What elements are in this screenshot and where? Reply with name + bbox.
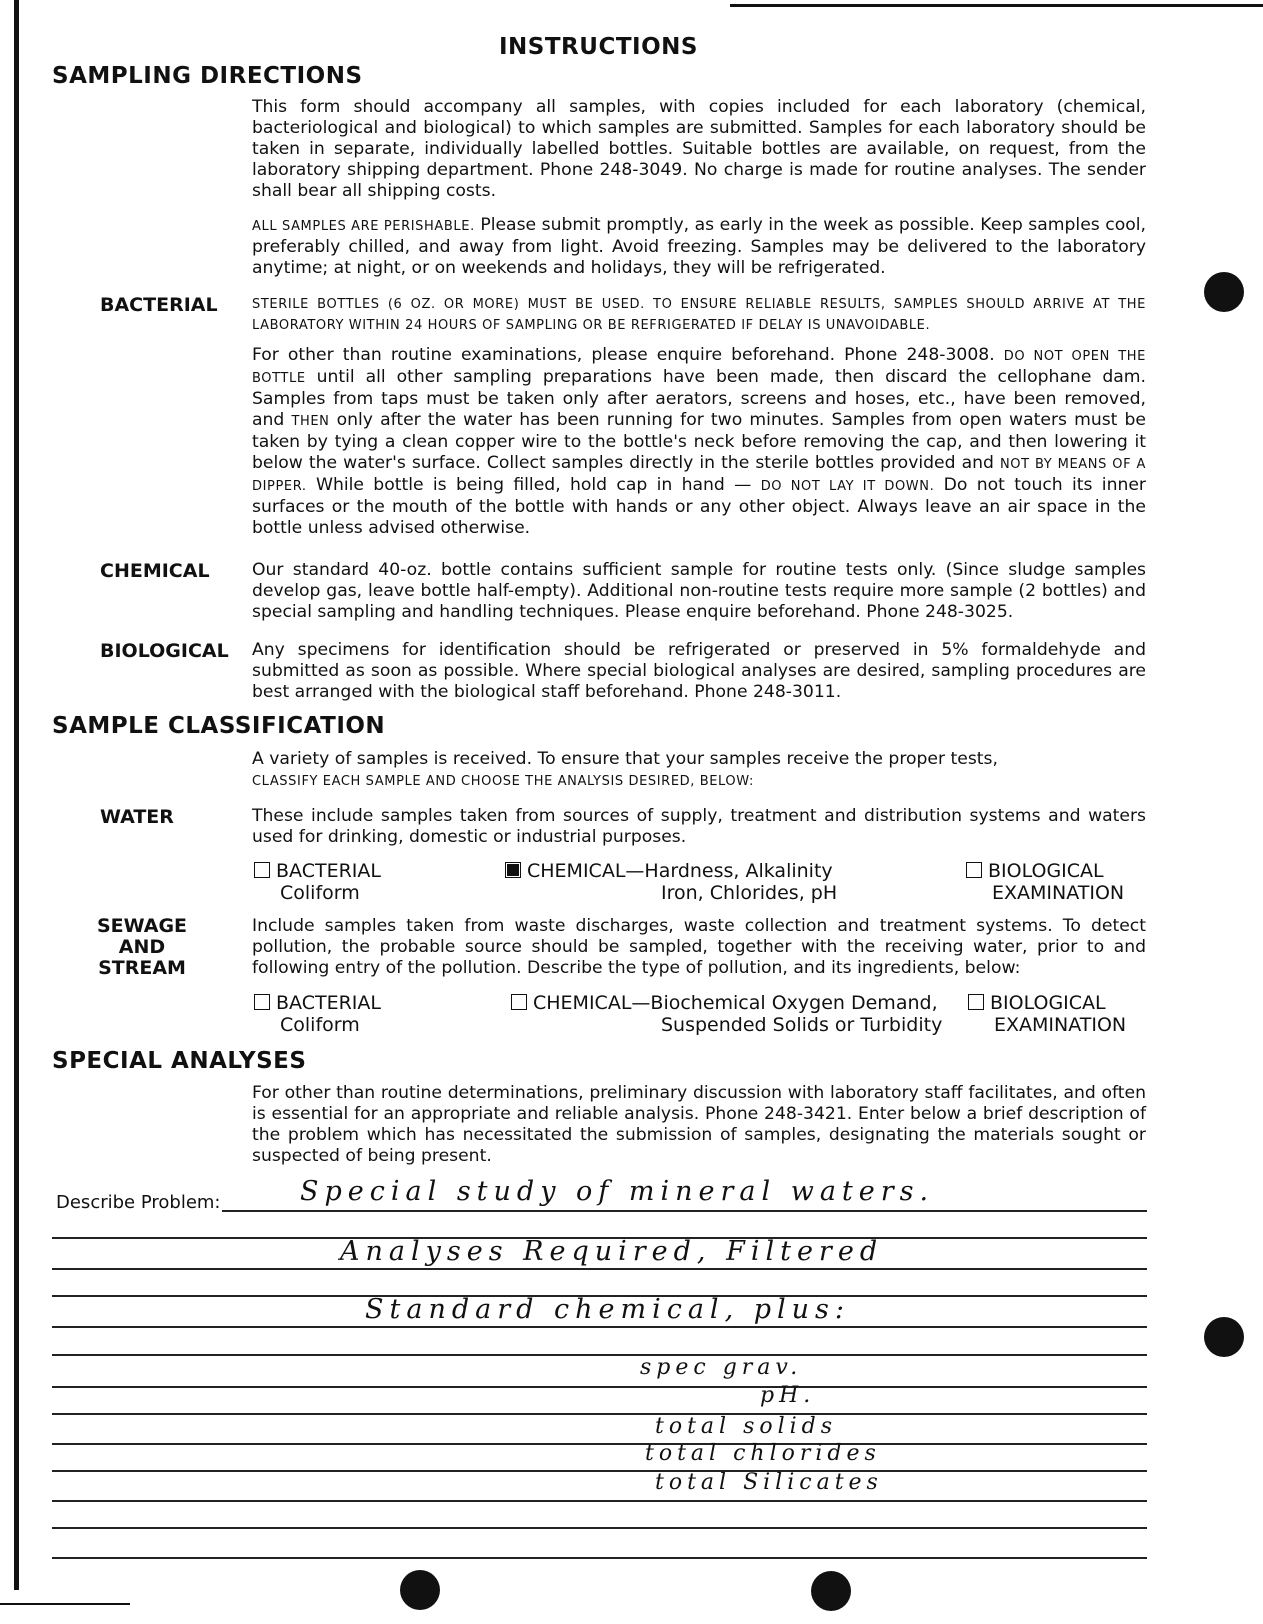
sewage-option-biological[interactable] xyxy=(968,992,1126,1036)
sewage-chemical-checkbox[interactable] xyxy=(511,994,527,1010)
writing-line[interactable] xyxy=(52,1413,1147,1415)
sewage-bacterial-sub: Coliform xyxy=(280,1014,360,1036)
water-bacterial-checkbox[interactable] xyxy=(254,862,270,878)
bacterial-caps-a: DO NOT OPEN THE BOTTLE xyxy=(252,349,1146,386)
writing-line[interactable] xyxy=(222,1210,1147,1212)
bacterial-p2: until all other sampling preparations have been made, then discard the cellophane dam. Samples from taps must be taken only after aerators, screens and hoses, etc., have been removed, and xyxy=(252,367,1146,430)
writing-line[interactable] xyxy=(52,1354,1147,1356)
bacterial-p2d: Do not touch its inner surfaces or the mouth of the bottle with hands or any other object. Always leave an air space in the bottle unless advised otherwise. xyxy=(252,475,1147,538)
sewage-label-2: AND xyxy=(118,936,166,958)
sewage-option-bacterial[interactable] xyxy=(254,992,381,1036)
sewage-text: Include samples taken from waste discharges, waste collection and treatment systems. To detect pollution, the probable source should be sampled, together with the receiving water, prior to and following entry of the pollution. Describe the type of pollution, and its ingredients, below: xyxy=(252,916,1146,978)
punch-hole xyxy=(1204,1317,1244,1357)
biological-text: Any specimens for identification should be refrigerated or preserved in 5% formaldehyde and submitted as soon as possible. Where special biological analyses are desired, sampling procedures are best arranged with the biological staff beforehand. Phone 248-3011. xyxy=(252,640,1146,702)
writing-line[interactable] xyxy=(52,1386,1147,1388)
bacterial-p1: For other than routine examinations, please enquire beforehand. Phone 248-3008. xyxy=(252,345,995,365)
writing-line[interactable] xyxy=(52,1470,1147,1472)
writing-line[interactable] xyxy=(52,1557,1147,1559)
water-text: These include samples taken from sources of supply, treatment and distribution systems and waters used for drinking, domestic or industrial purposes. xyxy=(252,806,1146,847)
writing-line[interactable] xyxy=(52,1326,1147,1328)
bacterial-notice: STERILE BOTTLES (6 OZ. OR MORE) MUST BE USED. TO ENSURE RELIABLE RESULTS, SAMPLES SHOULD ARRIVE AT THE LABORATORY WITHIN 24 HOURS OF SAMPLING OR BE REFRIGERATED IF DELAY IS UNAVOIDABLE. xyxy=(252,297,1146,333)
bacterial-caps-d: DO NOT LAY IT DOWN. xyxy=(760,479,935,494)
biological-label: BIOLOGICAL xyxy=(100,640,229,662)
sewage-label-3: STREAM xyxy=(98,957,186,979)
water-bacterial-label: BACTERIAL xyxy=(276,860,381,882)
perishable-text: Please submit promptly, as early in the week as possible. Keep samples cool, preferably chilled, and away from light. Avoid freezing. Samples may be delivered to the laboratory anytime; at night, or on weekends and holidays, they will be refrigerated. xyxy=(252,215,1146,278)
handwriting-line-1: Special study of mineral waters. xyxy=(300,1176,935,1207)
bacterial-label: BACTERIAL xyxy=(100,294,218,316)
classification-intro-caps: CLASSIFY EACH SAMPLE AND CHOOSE THE ANALYSIS DESIRED, BELOW: xyxy=(252,774,754,789)
handwriting-line-4: spec grav. xyxy=(640,1355,803,1380)
classification-intro xyxy=(252,749,1146,792)
page-bottom-rule xyxy=(0,1603,130,1605)
sewage-bacterial-checkbox[interactable] xyxy=(254,994,270,1010)
water-option-bacterial[interactable] xyxy=(254,860,381,904)
handwriting-line-8: total Silicates xyxy=(655,1470,883,1495)
water-bacterial-sub: Coliform xyxy=(280,882,360,904)
sewage-chemical-sub: Suspended Solids or Turbidity xyxy=(661,1014,943,1036)
punch-hole xyxy=(400,1570,440,1610)
bacterial-instructions xyxy=(252,345,1146,539)
sewage-option-chemical[interactable] xyxy=(511,992,942,1036)
writing-line[interactable] xyxy=(52,1443,1147,1445)
water-biological-checkbox[interactable] xyxy=(966,862,982,878)
bacterial-p2b: only after the water has been running for two minutes. Samples from open waters must be taken by tying a clean copper wire to the bottle's neck before removing the cap, and then lowering it below the water's surface. Collect samples directly in the sterile bottles provided and xyxy=(252,410,1147,473)
handwriting-line-5: pH. xyxy=(760,1383,816,1408)
sewage-biological-sub: EXAMINATION xyxy=(994,1014,1127,1036)
water-biological-label: BIOLOGICAL xyxy=(988,860,1104,882)
bacterial-p2c: While bottle is being filled, hold cap in hand — xyxy=(315,475,752,495)
page-top-rule xyxy=(730,4,1263,7)
describe-problem-label: Describe Problem: xyxy=(56,1192,221,1213)
page-left-border xyxy=(14,0,19,1590)
water-option-biological[interactable] xyxy=(966,860,1124,904)
sewage-biological-checkbox[interactable] xyxy=(968,994,984,1010)
sampling-perishable xyxy=(252,215,1146,279)
sampling-intro: This form should accompany all samples, with copies included for each laboratory (chemical, bacteriological and biological) to which samples are submitted. Samples for each laboratory should be taken in separate, individually labelled bottles. Suitable bottles are available, on request, from the laboratory shipping department. Phone 248-3049. No charge is made for routine analyses. The sender shall bear all shipping costs. xyxy=(252,97,1146,201)
sampling-heading: SAMPLING DIRECTIONS xyxy=(52,63,363,89)
chemical-label: CHEMICAL xyxy=(100,560,210,582)
handwriting-line-3: Standard chemical, plus: xyxy=(365,1294,850,1325)
classification-intro-text: A variety of samples is received. To ensure that your samples receive the proper tests, xyxy=(252,749,998,769)
handwriting-line-7: total chlorides xyxy=(645,1441,881,1466)
sewage-bacterial-label: BACTERIAL xyxy=(276,992,381,1014)
handwriting-line-2: Analyses Required, Filtered xyxy=(340,1236,884,1267)
water-chemical-sub: Iron, Chlorides, pH xyxy=(661,882,838,904)
writing-line[interactable] xyxy=(52,1500,1147,1502)
water-option-chemical[interactable] xyxy=(505,860,837,904)
water-chemical-checkbox[interactable] xyxy=(505,862,521,878)
punch-hole xyxy=(811,1571,851,1611)
sewage-label-1: SEWAGE xyxy=(96,915,188,937)
water-label: WATER xyxy=(100,806,174,828)
writing-line[interactable] xyxy=(52,1268,1147,1270)
water-chemical-label: CHEMICAL—Hardness, Alkalinity xyxy=(527,860,833,882)
perishable-caps: ALL SAMPLES ARE PERISHABLE. xyxy=(252,219,475,234)
sewage-chemical-label: CHEMICAL—Biochemical Oxygen Demand, xyxy=(533,992,938,1014)
sewage-biological-label: BIOLOGICAL xyxy=(990,992,1106,1014)
chemical-text: Our standard 40-oz. bottle contains sufficient sample for routine tests only. (Since sludge samples develop gas, leave bottle half-empty). Additional non-routine tests require more sample (2 bottles) and special sampling and handling techniques. Please enquire beforehand. Phone 248-3025. xyxy=(252,560,1146,622)
bacterial-caps-b: THEN xyxy=(291,414,330,429)
bacterial-caps-c: NOT BY MEANS OF A DIPPER. xyxy=(252,457,1146,494)
writing-line[interactable] xyxy=(52,1527,1147,1529)
punch-hole xyxy=(1204,272,1244,312)
special-text: For other than routine determinations, preliminary discussion with laboratory staff facilitates, and often is essential for an appropriate and reliable analysis. Phone 248-3421. Enter below a brief description of the problem which has necessitated the submission of samples, designating the materials sought or suspected of being present. xyxy=(252,1083,1146,1166)
special-heading: SPECIAL ANALYSES xyxy=(52,1048,307,1074)
handwriting-line-6: total solids xyxy=(655,1414,838,1439)
page-title: INSTRUCTIONS xyxy=(499,34,698,60)
classification-heading: SAMPLE CLASSIFICATION xyxy=(52,713,386,739)
water-biological-sub: EXAMINATION xyxy=(992,882,1125,904)
sewage-label xyxy=(82,916,202,979)
